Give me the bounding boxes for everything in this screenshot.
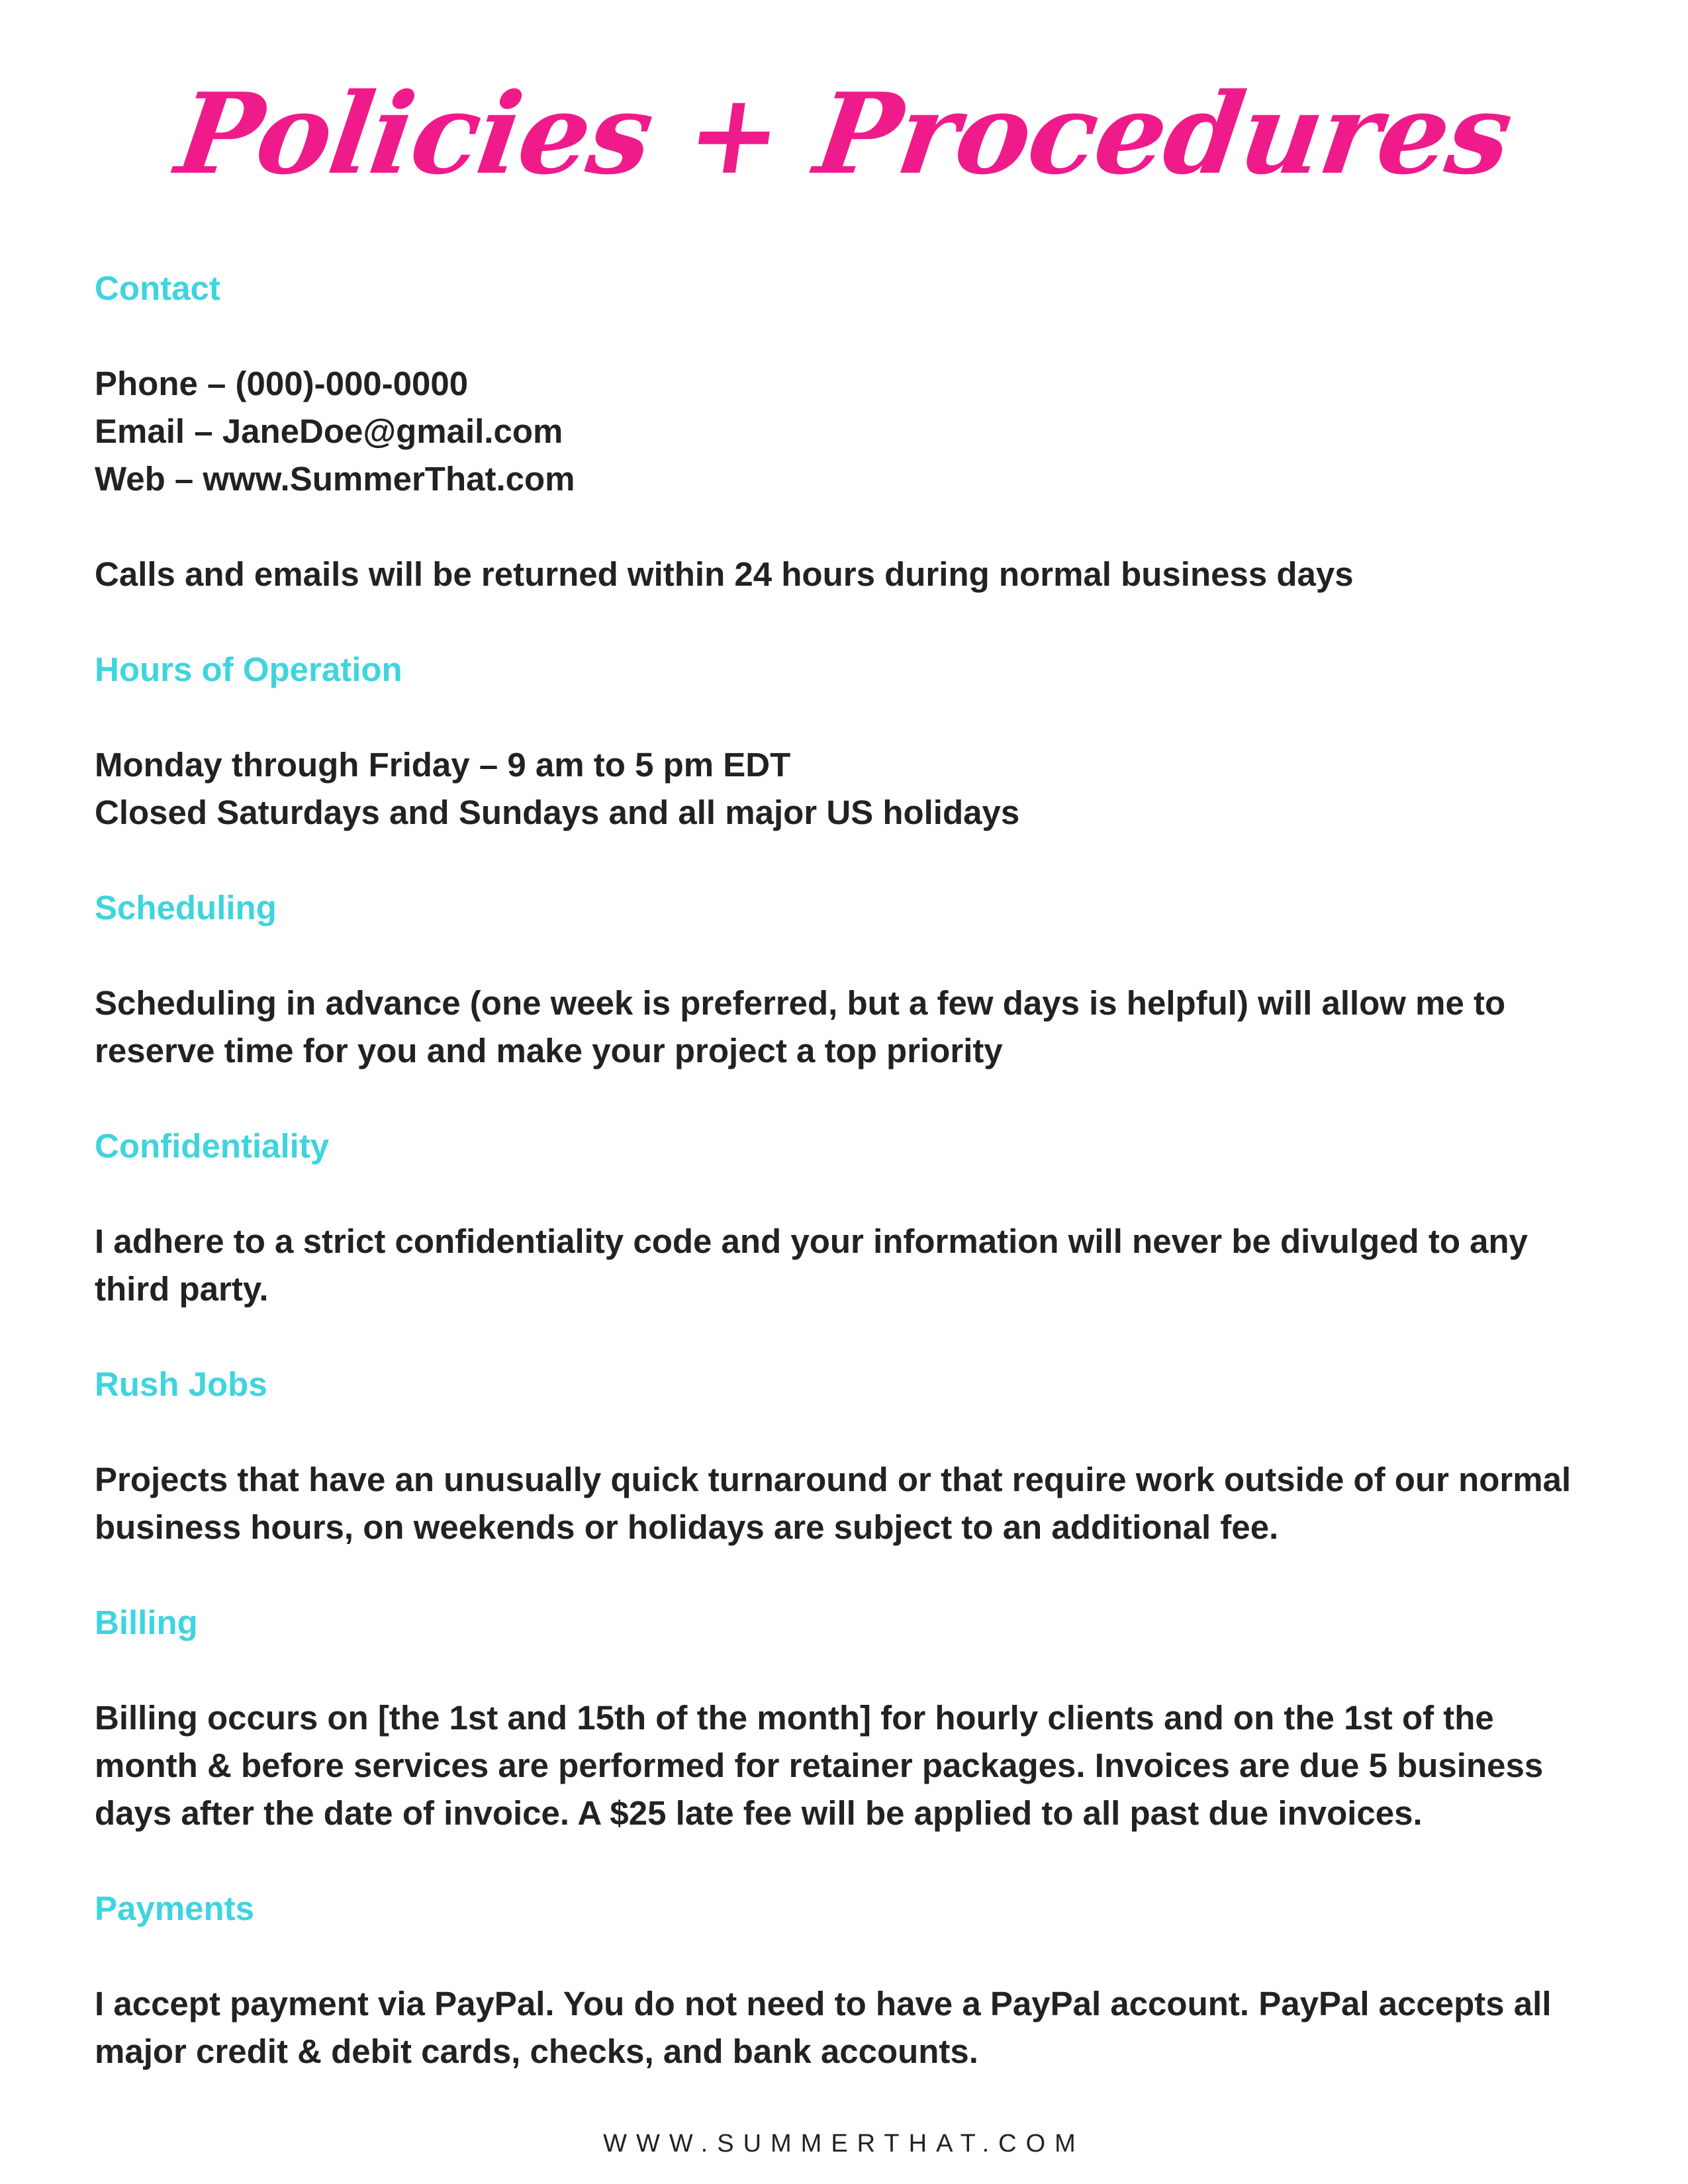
contact-phone: Phone – (000)-000-0000 <box>95 365 469 402</box>
section-heading-scheduling: Scheduling <box>95 889 277 927</box>
confidentiality-text: I adhere to a strict confidentiality code and your information will never be divulged to any third party. <box>95 1222 1528 1308</box>
contact-web: Web – www.SummerThat.com <box>95 460 575 498</box>
section-scheduling <box>95 884 1593 1075</box>
policy-content <box>95 265 1593 2123</box>
billing-text: Billing occurs on [the 1st and 15th of the month] for hourly clients and on the 1st of the month & before services are performed for retainer packages. Invoices are due 5 business days after the date of invoice. A $25 late fee will be applied to all past due invoices. <box>95 1699 1544 1832</box>
rush-jobs-text: Projects that have an unusually quick turnaround or that require work outside of our normal business hours, on weekends or holidays are subject to an additional fee. <box>95 1461 1571 1546</box>
page-title: Policies + Procedures <box>169 68 1519 199</box>
payments-text: I accept payment via PayPal. You do not need to have a PayPal account. PayPal accepts all major credit & debit cards, checks, and bank accounts. <box>95 1985 1552 2070</box>
section-heading-billing: Billing <box>95 1604 198 1641</box>
section-confidentiality <box>95 1122 1593 1313</box>
contact-response-note: Calls and emails will be returned within 24 hours during normal business days <box>95 555 1354 593</box>
contact-email: Email – JaneDoe@gmail.com <box>95 412 563 450</box>
contact-details <box>95 360 1593 503</box>
section-heading-contact: Contact <box>95 269 220 307</box>
section-heading-payments: Payments <box>95 1889 254 1927</box>
hours-closed: Closed Saturdays and Sundays and all major US holidays <box>95 794 1020 831</box>
footer-website: WWW.SUMMERTHAT.COM <box>603 2130 1085 2158</box>
section-heading-hours: Hours of Operation <box>95 651 402 688</box>
section-rush-jobs <box>95 1361 1593 1551</box>
hours-weekdays: Monday through Friday – 9 am to 5 pm EDT <box>95 746 791 784</box>
hours-details <box>95 741 1593 837</box>
section-payments <box>95 1885 1593 2075</box>
section-hours <box>95 646 1593 837</box>
section-heading-rush-jobs: Rush Jobs <box>95 1365 267 1403</box>
section-heading-confidentiality: Confidentiality <box>95 1127 330 1165</box>
scheduling-text: Scheduling in advance (one week is preferred, but a few days is helpful) will allow me to reserve time for you and make your project a top priority <box>95 984 1506 1069</box>
section-billing <box>95 1599 1593 1837</box>
section-contact <box>95 265 1593 598</box>
